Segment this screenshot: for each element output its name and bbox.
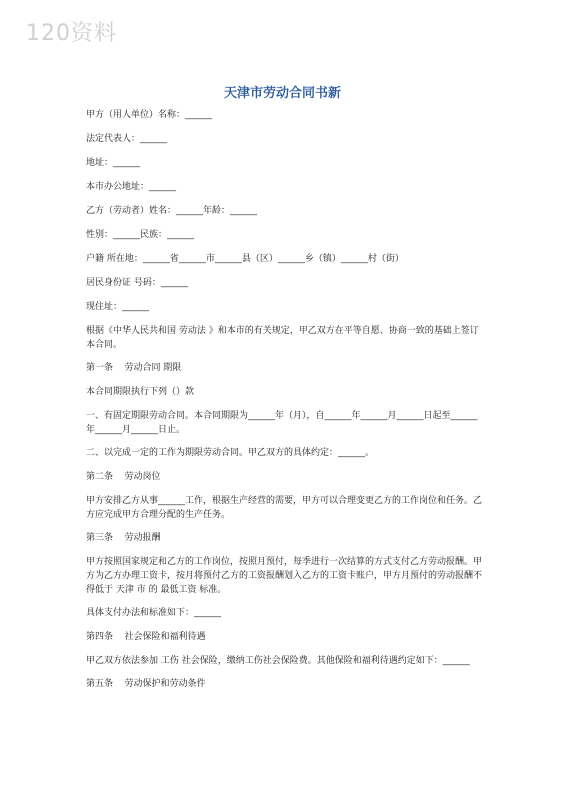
field-current-address: 现住址：______ xyxy=(86,302,150,312)
field-local-office-address: 本市办公地址：______ xyxy=(86,182,177,192)
document-title: 天津市劳动合同书新 xyxy=(223,86,341,101)
article-2-heading: 第二条 劳动岗位 xyxy=(86,472,161,482)
article-1-heading: 第一条 劳动合同 期限 xyxy=(86,363,182,373)
field-employer-name: 甲方（用人单位）名称：______ xyxy=(86,110,213,120)
field-household-registration: 户籍 所在地：______省______市______县（区）______乡（镇）______村（街） xyxy=(86,254,404,264)
watermark: 120资料 xyxy=(26,21,117,46)
article-5-heading: 第五条 劳动保护和劳动条件 xyxy=(86,679,206,689)
article-4-heading: 第四条 社会保险和福利待遇 xyxy=(86,632,206,642)
article-3-body: 甲方按照国家规定和乙方的工作岗位，按照月预付，每季进行一次结算的方式支付乙方劳动报酬。甲方为乙方办理工资卡，按月将预付乙方的工资报酬划入乙方的工资卡账户，甲方月预付的劳动报酬不得低于 天津 市 的 最低工资 标准。 xyxy=(86,557,483,595)
article-3-payment-method: 具体支付办法和标准如下：______ xyxy=(86,608,222,618)
article-3-heading: 第三条 劳动报酬 xyxy=(86,533,161,543)
article-1-intro: 本合同期限执行下列（）款 xyxy=(86,387,195,397)
field-employee-name-age: 乙方（劳动者）姓名：______年龄：______ xyxy=(86,206,258,216)
article-1-clause-2: 二、以完成一定的工作为期限劳动合同。甲乙双方的具体约定：______。 xyxy=(86,448,375,458)
field-address: 地址：______ xyxy=(86,158,141,168)
field-id-number: 居民身份证 号码：______ xyxy=(86,278,188,288)
preamble-paragraph: 根据《中华人民共和国 劳动法 》和本市的有关规定，甲乙双方在平等自愿、协商一致的基础上签订本合同。 xyxy=(86,326,479,350)
field-legal-representative: 法定代表人：______ xyxy=(86,134,168,144)
article-2-body: 甲方安排乙方从事______工作，根据生产经营的需要，甲方可以合理变更乙方的工作岗位和任务。乙方应完成甲方合理分配的生产任务。 xyxy=(86,496,483,520)
article-1-clause-1: 一、有固定期限劳动合同。本合同期限为______年（月），自______年______月______日起至______年______月______日止。 xyxy=(86,411,478,435)
article-4-body: 甲乙双方依法参加 工伤 社会保险，缴纳工伤社会保险费。其他保险和福利待遇约定如下：______ xyxy=(86,656,470,666)
field-gender-ethnicity: 性别：______民族：______ xyxy=(86,230,195,240)
document-body xyxy=(86,108,482,701)
